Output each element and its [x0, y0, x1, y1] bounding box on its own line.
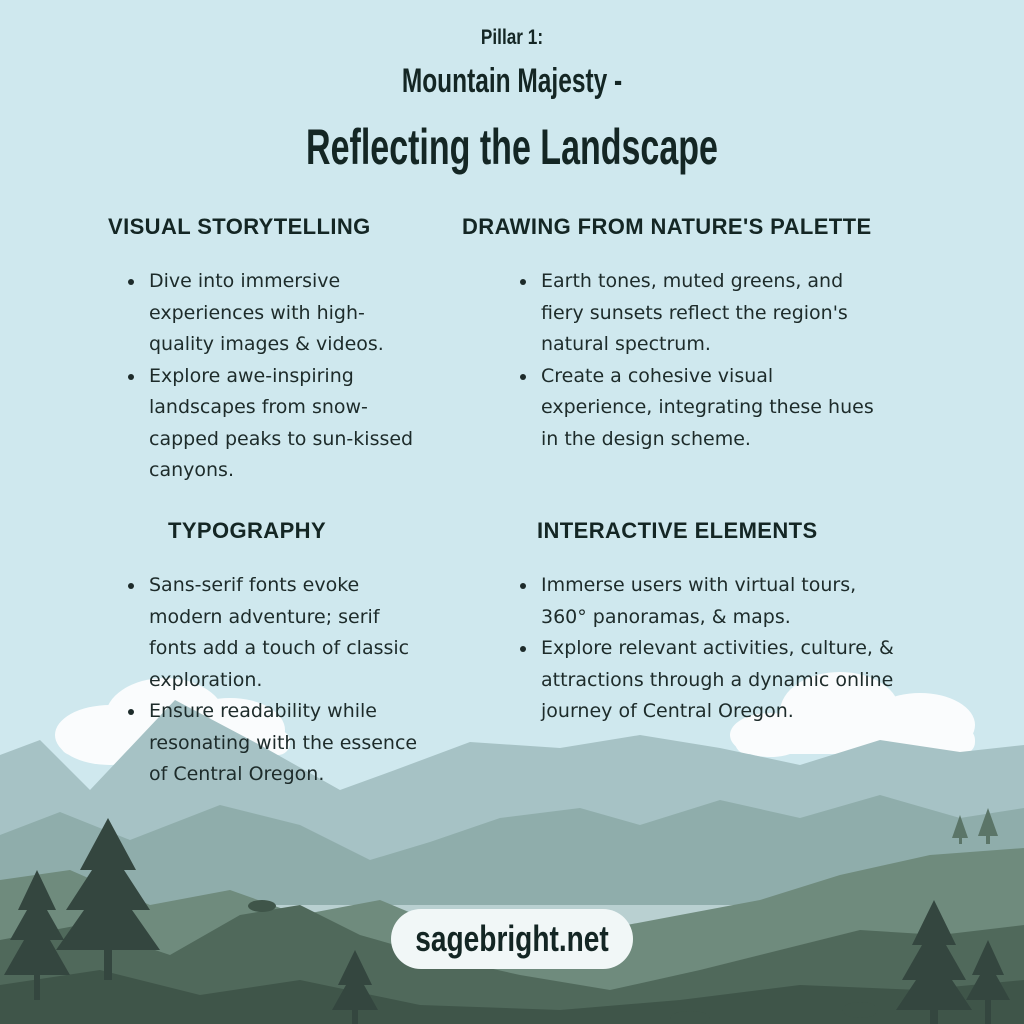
- website-url-badge[interactable]: [391, 909, 633, 969]
- list-item: Earth tones, muted greens, and fiery sunsets reflect the region's natural spectrum.: [500, 266, 880, 361]
- list-item: Sans-serif fonts evoke modern adventure; serif fonts add a touch of classic exploration.: [108, 570, 428, 696]
- bullet-list: [108, 266, 428, 487]
- list-item: Explore awe-inspiring landscapes from snow-capped peaks to sun-kissed canyons.: [108, 361, 428, 487]
- list-item: Dive into immersive experiences with high-quality images & videos.: [108, 266, 428, 361]
- section-heading: VISUAL STORYTELLING: [108, 214, 371, 239]
- bullet-list: [108, 570, 428, 791]
- section-heading: TYPOGRAPHY: [168, 518, 327, 543]
- title-line-2: Reflecting the Landscape: [306, 119, 718, 175]
- list-item: Create a cohesive visual experience, integrating these hues in the design scheme.: [500, 361, 880, 456]
- section-interactive-elements: [500, 518, 900, 728]
- website-url-text: sagebright.net: [415, 918, 609, 959]
- list-item: Explore relevant activities, culture, & attractions through a dynamic online journey of Central Oregon.: [500, 633, 900, 728]
- section-typography: [108, 518, 428, 791]
- list-item: Immerse users with virtual tours, 360° panoramas, & maps.: [500, 570, 900, 633]
- bullet-list: [462, 266, 880, 455]
- list-item: Ensure readability while resonating with the essence of Central Oregon.: [108, 696, 428, 791]
- section-heading: INTERACTIVE ELEMENTS: [537, 518, 818, 543]
- section-natures-palette: [462, 214, 922, 455]
- bullet-list: [500, 570, 900, 728]
- section-heading: DRAWING FROM NATURE'S PALETTE: [462, 214, 872, 239]
- pillar-label: Pillar 1:: [480, 26, 544, 49]
- title-line-1: Mountain Majesty -: [401, 62, 623, 100]
- section-visual-storytelling: [108, 214, 428, 487]
